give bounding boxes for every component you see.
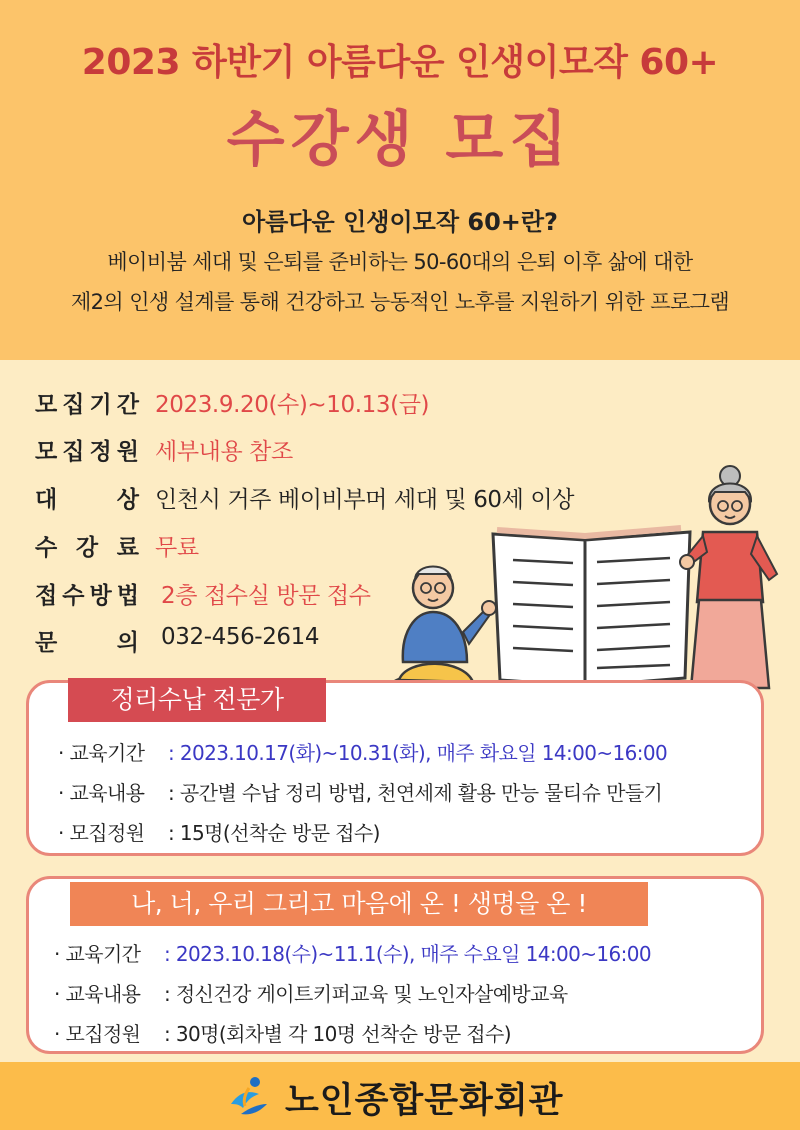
program-title-organizing: 정리수납 전문가 bbox=[68, 678, 326, 722]
poster-subtitle: 수강생 모집 bbox=[226, 105, 574, 175]
program-description-line1: 베이비붐 세대 및 은퇴를 준비하는 50-60대의 은퇴 이후 삶에 대한 bbox=[107, 250, 693, 274]
program1-period bbox=[58, 737, 668, 766]
info-label: 모 집 기 간 bbox=[35, 392, 139, 418]
info-value: 무료 bbox=[155, 535, 199, 561]
program1-capacity bbox=[58, 817, 380, 846]
info-label: 모 집 정 원 bbox=[35, 439, 139, 465]
detail-value: : 공간별 수납 정리 방법, 천연세제 활용 만능 물티슈 만들기 bbox=[168, 781, 663, 805]
detail-label: · 교육기간 bbox=[58, 741, 145, 765]
info-value: 032-456-2614 bbox=[161, 624, 320, 650]
info-label: 수 강 료 bbox=[35, 535, 139, 561]
detail-label: · 교육내용 bbox=[58, 781, 145, 805]
program-title-mental-health: 나, 너, 우리 그리고 마음에 온 ! 생명을 온 ! bbox=[70, 882, 648, 926]
detail-label: · 모집정원 bbox=[58, 821, 145, 845]
program2-period bbox=[54, 938, 652, 967]
info-value: 2층 접수실 방문 접수 bbox=[161, 583, 371, 609]
open-book-icon bbox=[493, 528, 690, 686]
seniors-book-illustration bbox=[385, 462, 785, 712]
program-question: 아름다운 인생이모작 60+란? bbox=[242, 208, 558, 236]
detail-value: : 30명(회차별 각 10명 선착순 방문 접수) bbox=[164, 1022, 511, 1046]
detail-value: : 정신건강 게이트키퍼교육 및 노인자살예방교육 bbox=[164, 982, 568, 1006]
wave-divider bbox=[0, 320, 800, 380]
detail-value: : 15명(선착순 방문 접수) bbox=[168, 821, 380, 845]
detail-value: : 2023.10.17(화)~10.31(화), 매주 화요일 14:00~16:00 bbox=[168, 741, 668, 765]
running-figure-logo-icon bbox=[225, 1074, 271, 1120]
info-value: 인천시 거주 베이비부머 세대 및 60세 이상 bbox=[155, 487, 575, 513]
detail-value: : 2023.10.18(수)~11.1(수), 매주 수요일 14:00~16:00 bbox=[164, 942, 652, 966]
grandmother-figure bbox=[680, 466, 777, 698]
organization-name: 노인종합문화회관 bbox=[285, 1081, 564, 1121]
info-label: 문 의 bbox=[35, 630, 139, 656]
program-description-line2: 제2의 인생 설계를 통해 건강하고 능동적인 노후를 지원하기 위한 프로그램 bbox=[70, 290, 730, 314]
info-label: 접 수 방 법 bbox=[35, 583, 139, 609]
detail-label: · 교육내용 bbox=[54, 982, 141, 1006]
program2-capacity bbox=[54, 1018, 511, 1047]
program1-content bbox=[58, 777, 663, 806]
program2-content bbox=[54, 978, 568, 1007]
detail-label: · 교육기간 bbox=[54, 942, 141, 966]
poster-title: 2023 하반기 아름다운 인생이모작 60+ bbox=[81, 42, 719, 83]
info-value: 세부내용 참조 bbox=[155, 439, 293, 465]
info-value: 2023.9.20(수)~10.13(금) bbox=[155, 392, 430, 418]
detail-label: · 모집정원 bbox=[54, 1022, 141, 1046]
info-label: 대 상 bbox=[35, 487, 139, 513]
